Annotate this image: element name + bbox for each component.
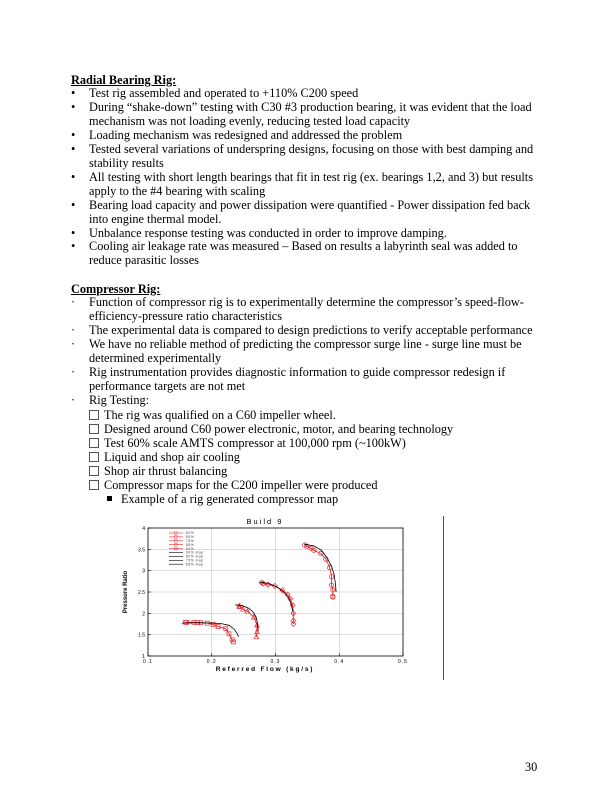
rig-testing-sub-item-1: The rig was qualified on a C60 impeller wheel. [89,408,529,422]
compressor-bullet-5: · Rig Testing: [71,393,150,407]
legend-label: 80% map [186,554,204,559]
radial-bullet-3: • Loading mechanism was redesigned and addressed the problem [71,128,403,142]
chart-y-axis-label: Pressure Ratio [123,570,129,614]
x-tick-label: 0.4 [334,659,345,665]
x-tick-label: 0.3 [270,659,281,665]
legend-label: 65% [186,535,195,540]
x-tick-label: 0.2 [206,659,217,665]
legend-label: 75% map [186,558,204,563]
page-number: 30 [525,760,538,774]
rig-testing-sub-item-2: Designed around C60 power electronic, motor, and bearing technology [89,422,529,436]
radial-bullet-1: • Test rig assembled and operated to +110% C200 speed [71,86,359,100]
rig-testing-sub-item-5: Shop air thrust balancing [89,464,529,478]
y-tick-label: 2 [142,611,145,618]
series-65- [237,604,259,639]
legend-label: 85% map [186,562,204,567]
legend-label: 90% [186,546,195,551]
compressor-map-chart [118,514,418,686]
legend-label: 75% [186,539,195,543]
radial-bullet-5: • All testing with short length bearings that fit in test rig (ex. bearings 1,2, and 3) but results apply to the #4 bearing with scaling [71,170,533,198]
rig-testing-sub-item-3: Test 60% scale AMTS compressor at 100,000 rpm (~100kW) [89,436,529,450]
x-tick-label: 0.5 [398,659,408,665]
legend-label: 85% [186,542,195,547]
series-75-map [260,582,293,611]
legend-label: 60% [186,531,195,536]
y-tick-label: 3 [142,568,145,575]
checkbox-glyph [89,452,99,462]
checkbox-glyph [89,480,99,490]
y-tick-label: 4 [142,526,145,532]
checkbox-glyph [89,424,99,434]
square-bullet-icon [107,496,112,501]
checkbox-glyph [89,410,99,420]
compressor-bullet-4: · Rig instrumentation provides diagnostic information to guide compressor redesign if performance targets are not met [71,365,506,393]
series-60- [184,620,236,644]
rig-testing-sub-item-4: Liquid and shop air cooling [89,450,529,464]
chart-series-group [182,543,336,644]
chart-legend [169,531,204,566]
checkbox-glyph [89,466,99,476]
series-85- [303,543,335,599]
radial-section-title: Radial Bearing Rig: [71,73,177,87]
radial-bullet-6: • Bearing load capacity and power dissipation were quantified - Power dissipation fed back into engine thermal model. [71,198,531,226]
y-tick-label: 1 [142,654,145,660]
x-tick-label: 0.1 [143,659,153,665]
chart-ticks [138,526,408,665]
compressor-map-example-item: Example of a rig generated compressor map [107,492,338,506]
compressor-bullet-2: · The experimental data is compared to design predictions to verify acceptable performance [71,323,533,337]
radial-bullet-7: • Unbalance response testing was conducted in order to improve damping. [71,226,447,240]
radial-bullet-2: • During “shake-down” testing with C30 #3 production bearing, it was evident that the load mechanism was not loading evenly, reducing tested load capacity [71,100,532,128]
vertical-divider-line [443,516,444,680]
radial-bullet-8: • Cooling air leakage rate was measured – Based on results a labyrinth seal was added to reduce parasitic losses [71,239,518,267]
compressor-bullet-3: · We have no reliable method of predicting the compressor surge line - surge line must be determined experimentally [71,337,522,365]
y-tick-label: 1.5 [138,632,145,639]
radial-bullet-4: • Tested several variations of underspring designs, focusing on those with best damping and stability results [71,142,534,170]
y-tick-label: 3.5 [138,547,145,554]
series-line [262,583,294,624]
chart-title: Build 9 [246,517,284,526]
series-line [260,582,293,611]
checkbox-glyph [89,438,99,448]
legend-label: 60% map [186,550,204,555]
y-tick-label: 2.5 [138,590,145,596]
compressor-section-title: Compressor Rig: [71,282,161,296]
chart-x-axis-label: Referred Flow (kg/s) [215,666,315,673]
rig-testing-sub-item-6: Compressor maps for the C200 impeller were produced [89,478,529,492]
compressor-bullet-1: · Function of compressor rig is to experimentally determine the compressor’s speed-flow-efficiency-pressure ratio characteristics [71,295,524,323]
